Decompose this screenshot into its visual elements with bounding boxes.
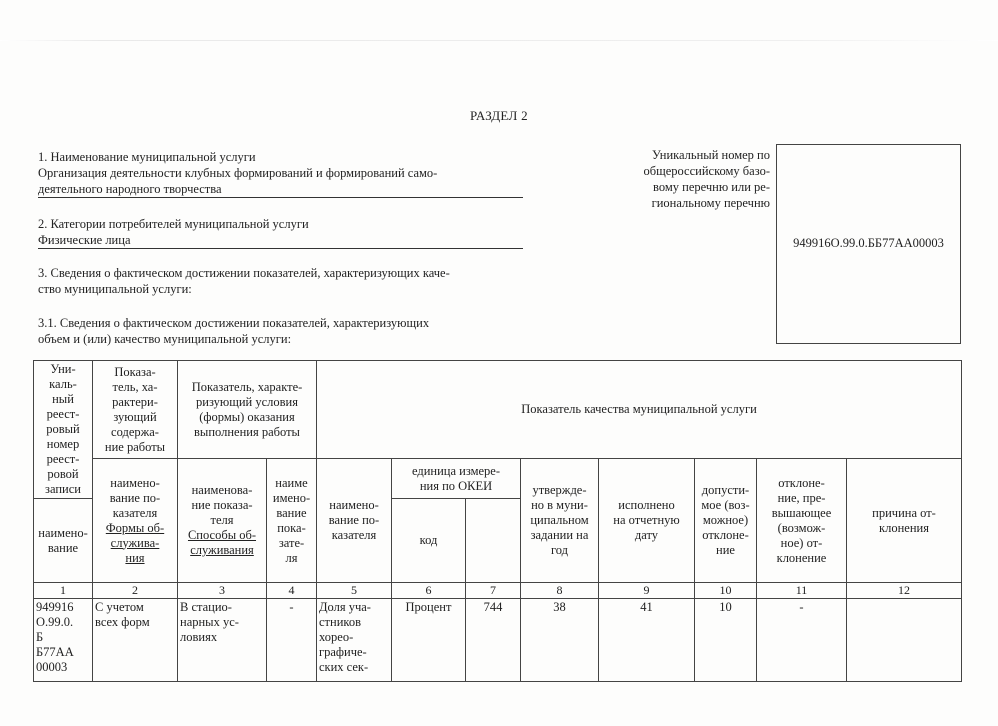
column-number: 4	[267, 583, 317, 599]
column-number: 1	[34, 583, 93, 599]
item3-line2: ство муниципальной услуги:	[38, 282, 192, 296]
col11-header: отклоне- ние, пре- вышающее (возмож- ное) от- клонение	[757, 459, 847, 583]
cell-indicator-name: Доля уча- стников хорео- графиче- ских сек-	[317, 599, 392, 682]
content-indicator-group-header: Показа- тель, ха- рактери- зующий содержа- ние работы	[93, 361, 178, 459]
col6-header: наимено- вание	[34, 499, 93, 583]
okei-unit-group-header: единица измере- ния по ОКЕИ	[392, 459, 521, 499]
col-unique-record-number-header: Уни- каль- ный реест- ровый номер реест- ровой записи	[34, 361, 93, 499]
col8-header: утвержде- но в муни- ципальном задании на год	[521, 459, 599, 583]
unique-number-label-line: общероссийскому базо-	[643, 164, 770, 178]
scan-artifact-line	[0, 40, 998, 41]
table-header-row-2	[34, 459, 962, 499]
column-number: 12	[847, 583, 962, 599]
col2-header: наимено- вание по- казателя Формы об- служива- ния	[93, 459, 178, 583]
cell-allowed-deviation: 10	[695, 599, 757, 682]
column-number: 9	[599, 583, 695, 599]
unique-number-label-line: Уникальный номер по	[652, 148, 770, 162]
table-row	[34, 599, 962, 682]
cell-approved: 38	[521, 599, 599, 682]
conditions-indicator-group-header: Показатель, характе- ризующий условия (формы) оказания выполнения работы	[178, 361, 317, 459]
cell-service-method: В стацио- нарных ус- ловиях	[178, 599, 267, 682]
cell-record-number: 949916 О.99.0. Б Б77АА 00003	[34, 599, 93, 682]
column-number: 3	[178, 583, 267, 599]
col9-header: исполнено на отчетную дату	[599, 459, 695, 583]
unique-number-label-line: гиональному перечню	[651, 196, 770, 210]
consumer-category-value: Физические лица	[38, 232, 523, 249]
service-name-value-line2: деятельного народного творчества	[38, 181, 523, 198]
column-numbers-row	[34, 583, 962, 599]
service-name-label: 1. Наименование муниципальной услуги	[38, 150, 256, 164]
col10-header: допусти- мое (воз- можное) отклоне- ние	[695, 459, 757, 583]
col12-header: причина от- клонения	[847, 459, 962, 583]
column-number: 7	[466, 583, 521, 599]
col3-header: наименова- ние показа- теля Способы об- служивания	[178, 459, 267, 583]
cell-unit-code: 744	[466, 599, 521, 682]
unique-number-label-line: вому перечню или ре-	[653, 180, 770, 194]
table-header-row-1	[34, 361, 962, 459]
col4-header: наиме имено- вание пока- зате- ля	[267, 459, 317, 583]
column-number: 10	[695, 583, 757, 599]
column-number: 8	[521, 583, 599, 599]
quality-indicator-group-header: Показатель качества муниципальной услуги	[317, 361, 962, 459]
cell-excess-deviation: -	[757, 599, 847, 682]
column-number: 6	[392, 583, 466, 599]
item31-line1: 3.1. Сведения о фактическом достижении показателей, характеризующих	[38, 316, 430, 330]
unique-number-value: 949916О.99.0.ББ77АА00003	[793, 236, 944, 250]
col7-header: код	[392, 499, 466, 583]
column-number: 11	[757, 583, 847, 599]
cell-col4: -	[267, 599, 317, 682]
indicators-table	[33, 360, 962, 682]
section-title: РАЗДЕЛ 2	[470, 108, 528, 123]
cell-unit-name: Процент	[392, 599, 466, 682]
consumer-category-label: 2. Категории потребителей муниципальной услуги	[38, 217, 309, 231]
unique-number-label	[600, 147, 770, 211]
cell-executed: 41	[599, 599, 695, 682]
cell-deviation-reason	[847, 599, 962, 682]
col5-header: наимено- вание по- казателя	[317, 459, 392, 583]
item31-line2: объем и (или) качество муниципальной услуги:	[38, 332, 292, 346]
item3-line1: 3. Сведения о фактическом достижении показателей, характеризующих каче-	[38, 266, 450, 280]
column-number: 5	[317, 583, 392, 599]
column-number: 2	[93, 583, 178, 599]
service-name-value-line1: Организация деятельности клубных формирований и формирований само-	[38, 166, 438, 180]
cell-service-form: С учетом всех форм	[93, 599, 178, 682]
